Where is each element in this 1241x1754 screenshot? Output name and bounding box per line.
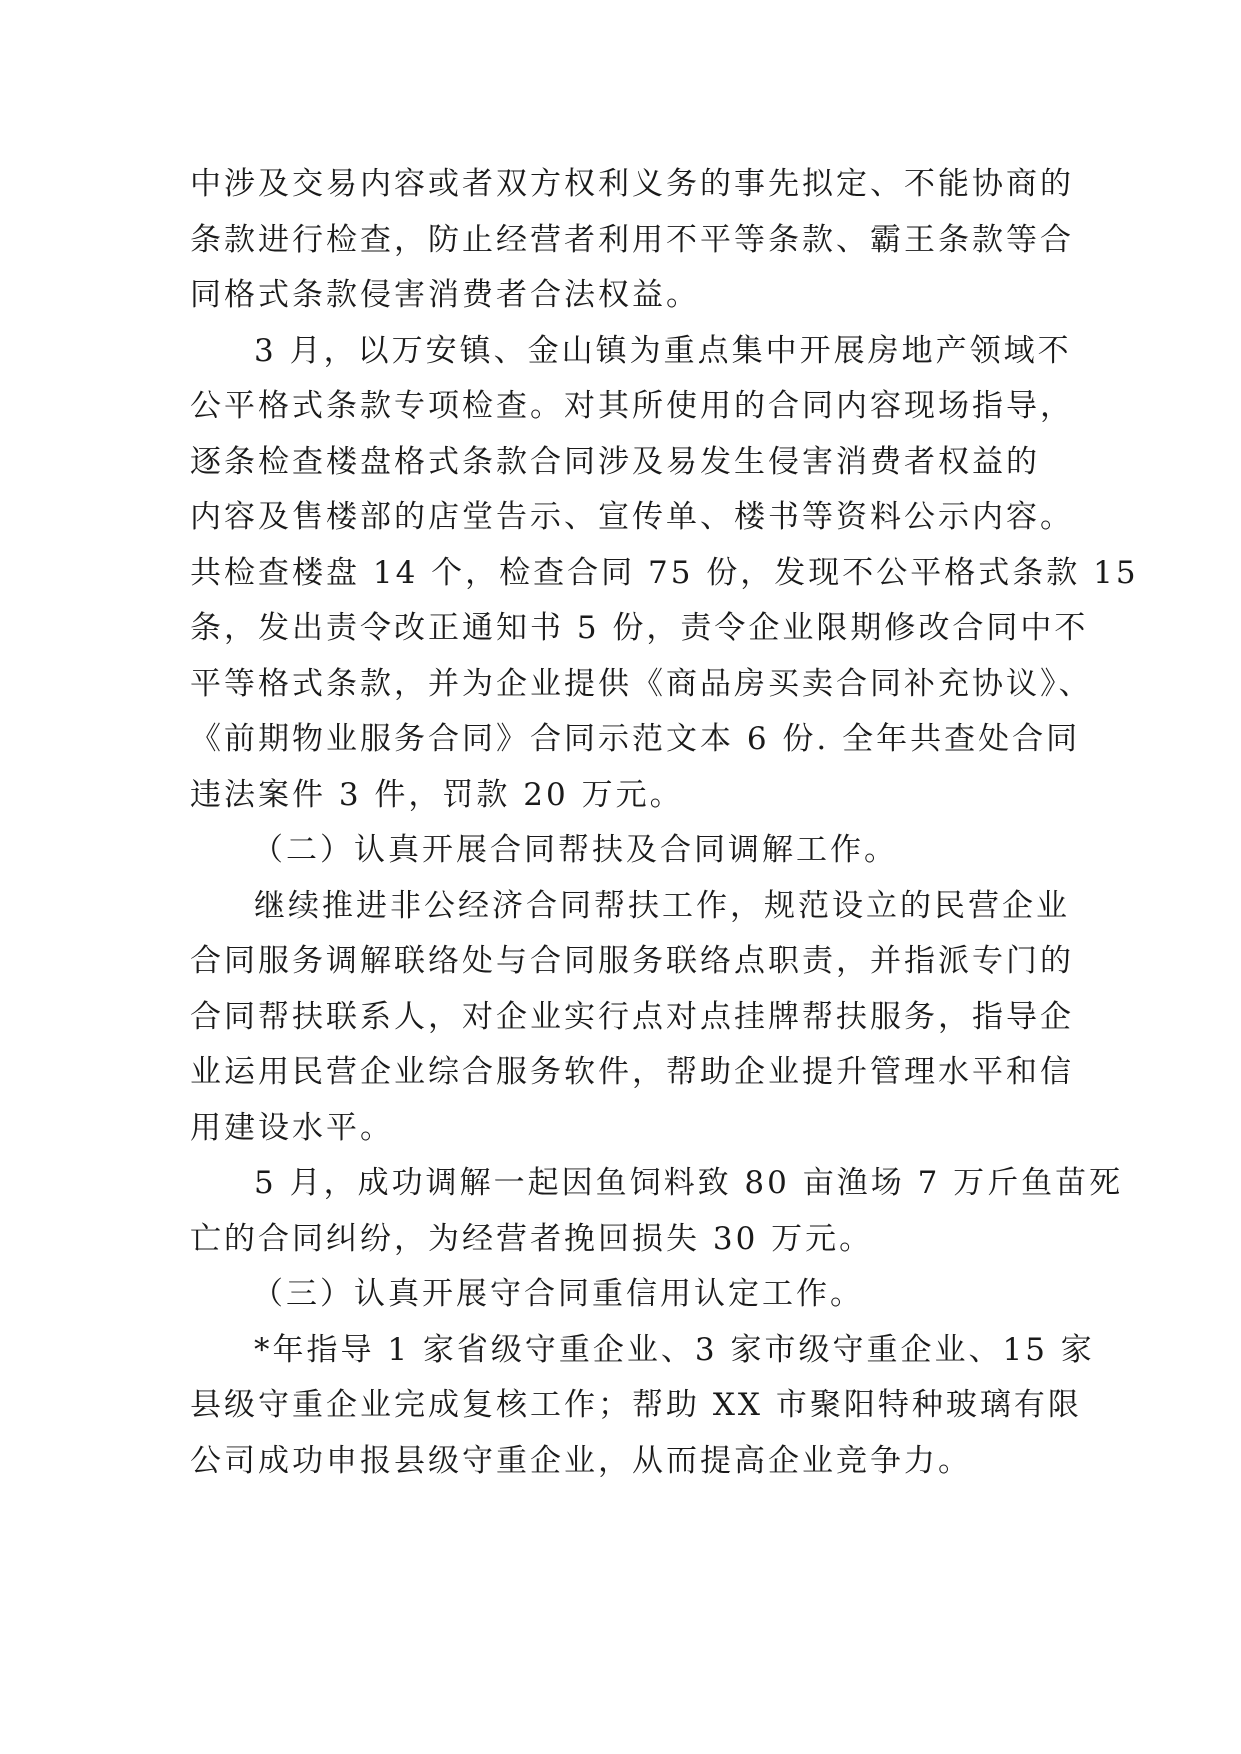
text-line: 公平格式条款专项检查。对其所使用的合同内容现场指导， (190, 388, 1074, 424)
text-line: 逐条检查楼盘格式条款合同涉及易发生侵害消费者权益的 (190, 443, 1040, 480)
text-line: 合同帮扶联系人，对企业实行点对点挂牌帮扶服务，指导企 (190, 998, 1074, 1035)
text-line: 内容及售楼部的店堂告示、宣传单、楼书等资料公示内容。 (190, 499, 1074, 535)
paragraph-start-line: 3 月，以万安镇、金山镇为重点集中开展房地产领域不 (254, 332, 1072, 369)
paragraph-start-line: 继续推进非公经济合同帮扶工作，规范设立的民营企业 (254, 887, 1070, 924)
section-heading: （二）认真开展合同帮扶及合同调解工作。 (252, 832, 898, 868)
text-line: 《前期物业服务合同》合同示范文本 6 份. 全年共查处合同 (190, 721, 1081, 757)
text-line: 中涉及交易内容或者双方权利义务的事先拟定、不能协商的 (190, 166, 1074, 202)
text-line: 业运用民营企业综合服务软件，帮助企业提升管理水平和信 (190, 1054, 1074, 1090)
text-line: 亡的合同纠纷，为经营者挽回损失 30 万元。 (190, 1220, 874, 1257)
text-line: 公司成功申报县级守重企业，从而提高企业竞争力。 (190, 1442, 972, 1479)
text-line: 合同服务调解联络处与合同服务联络点职责，并指派专门的 (190, 943, 1074, 979)
text-line: 平等格式条款，并为企业提供《商品房买卖合同补充协议》、 (190, 665, 1093, 702)
paragraph-start-line: *年指导 1 家省级守重企业、3 家市级守重企业、15 家 (254, 1331, 1095, 1368)
text-line: 条款进行检查，防止经营者利用不平等条款、霸王条款等合 (190, 221, 1074, 258)
section-heading: （三）认真开展守合同重信用认定工作。 (252, 1276, 864, 1312)
text-line: 同格式条款侵害消费者合法权益。 (190, 277, 700, 313)
text-line: 违法案件 3 件，罚款 20 万元。 (190, 776, 684, 813)
text-line: 县级守重企业完成复核工作；帮助 XX 市聚阳特种玻璃有限 (190, 1387, 1082, 1423)
document-body (190, 157, 1139, 1489)
text-line: 共检查楼盘 14 个，检查合同 75 份，发现不公平格式条款 15 (190, 554, 1139, 591)
text-line: 条，发出责令改正通知书 5 份，责令企业限期修改合同中不 (190, 610, 1089, 646)
text-line: 用建设水平。 (190, 1109, 394, 1146)
paragraph-start-line: 5 月，成功调解一起因鱼饲料致 80 亩渔场 7 万斤鱼苗死 (254, 1165, 1124, 1201)
